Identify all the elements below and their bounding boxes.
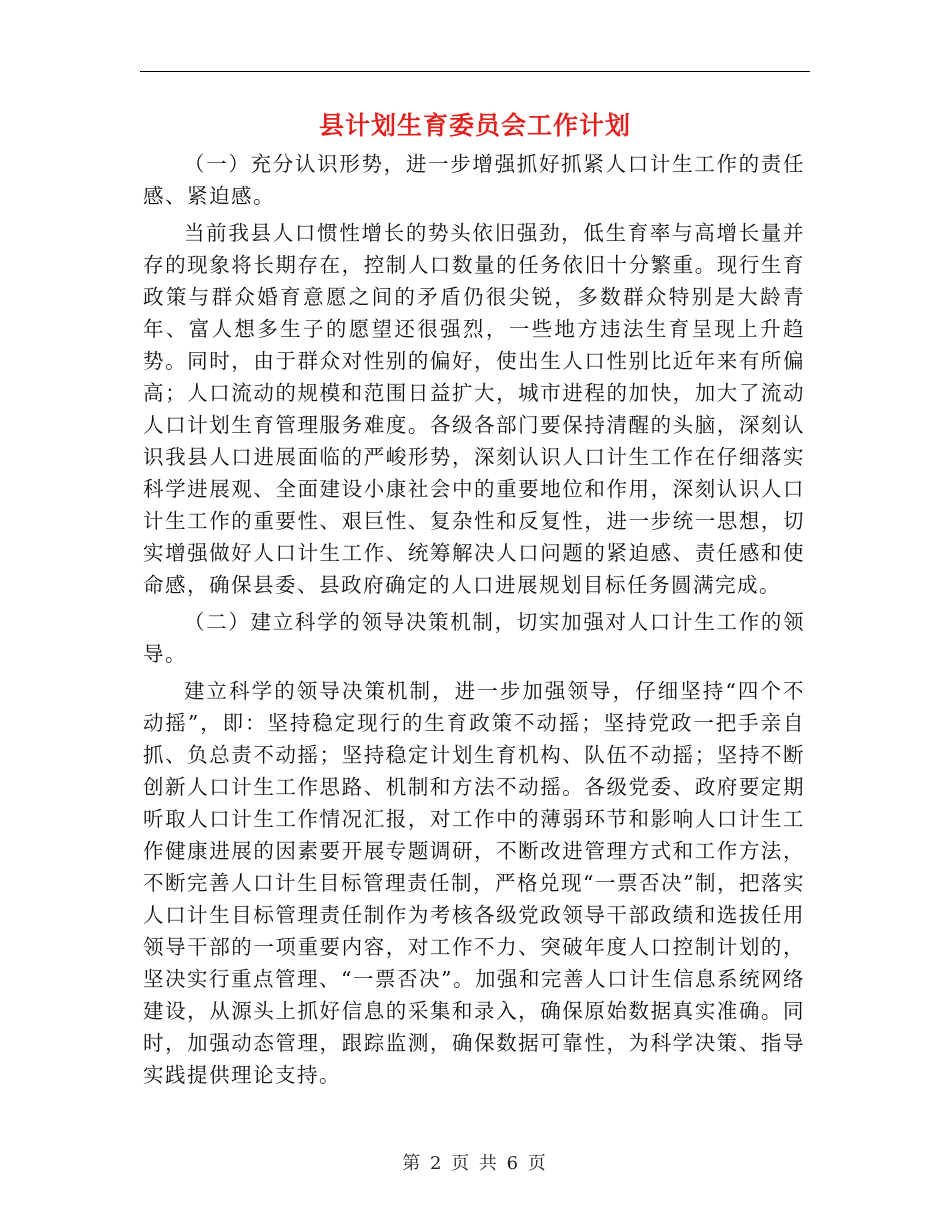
section-heading-2: （二）建立科学的领导决策机制，切实加强对人口计生工作的领导。: [143, 610, 805, 666]
section-heading-1: （一）充分认识形势，进一步增强抓好抓紧人口计生工作的责任感、紧迫感。: [143, 152, 805, 208]
body-paragraph-2: 建立科学的领导决策机制，进一步加强领导，仔细坚持“四个不动摇”，即：坚持稳定现行的生育政策不动摇；坚持党政一把手亲自抓、负总责不动摇；坚持稳定计划生育机构、队伍不动摇；坚持不断创新人口计生工作思路、机制和方法不动摇。各级党委、政府要定期听取人口计生工作情况汇报，对工作中的薄弱环节和影响人口计生工作健康进展的因素要开展专题调研，不断改进管理方式和工作方法，不断完善人口计生目标管理责任制，严格兑现“一票否决”制，把落实人口计生目标管理责任制作为考核各级党政领导干部政绩和选拔任用领导干部的一项重要内容，对工作不力、突破年度人口控制计划的，坚决实行重点管理、“一票否决”。加强和完善人口计生信息系统网络建设，从源头上抓好信息的采集和录入，确保原始数据真实准确。同时，加强动态管理，跟踪监测，确保数据可靠性，为科学决策、指导实践提供理论支持。: [143, 679, 805, 1087]
body-paragraph-1: 当前我县人口惯性增长的势头依旧强劲，低生育率与高增长量并存的现象将长期存在，控制人口数量的任务依旧十分繁重。现行生育政策与群众婚育意愿之间的矛盾仍很尖锐，多数群众特别是大龄青年、富人想多生子的愿望还很强烈，一些地方违法生育呈现上升趋势。同时，由于群众对性别的偏好，使出生人口性别比近年来有所偏高；人口流动的规模和范围日益扩大，城市进程的加快，加大了流动人口计划生育管理服务难度。各级各部门要保持清醒的头脑，深刻认识我县人口进展面临的严峻形势，深刻认识人口计生工作在仔细落实科学进展观、全面建设小康社会中的重要地位和作用，深刻认识人口计生工作的重要性、艰巨性、复杂性和反复性，进一步统一思想，切实增强做好人口计生工作、统筹解决人口问题的紧迫感、责任感和使命感，确保县委、县政府确定的人口进展规划目标任务圆满完成。: [143, 221, 805, 597]
header-rule: [140, 71, 810, 72]
document-body: [143, 148, 805, 1096]
document-title: 县计划生育委员会工作计划: [318, 111, 631, 140]
page-number: 第 2 页 共 6 页: [402, 1153, 548, 1174]
